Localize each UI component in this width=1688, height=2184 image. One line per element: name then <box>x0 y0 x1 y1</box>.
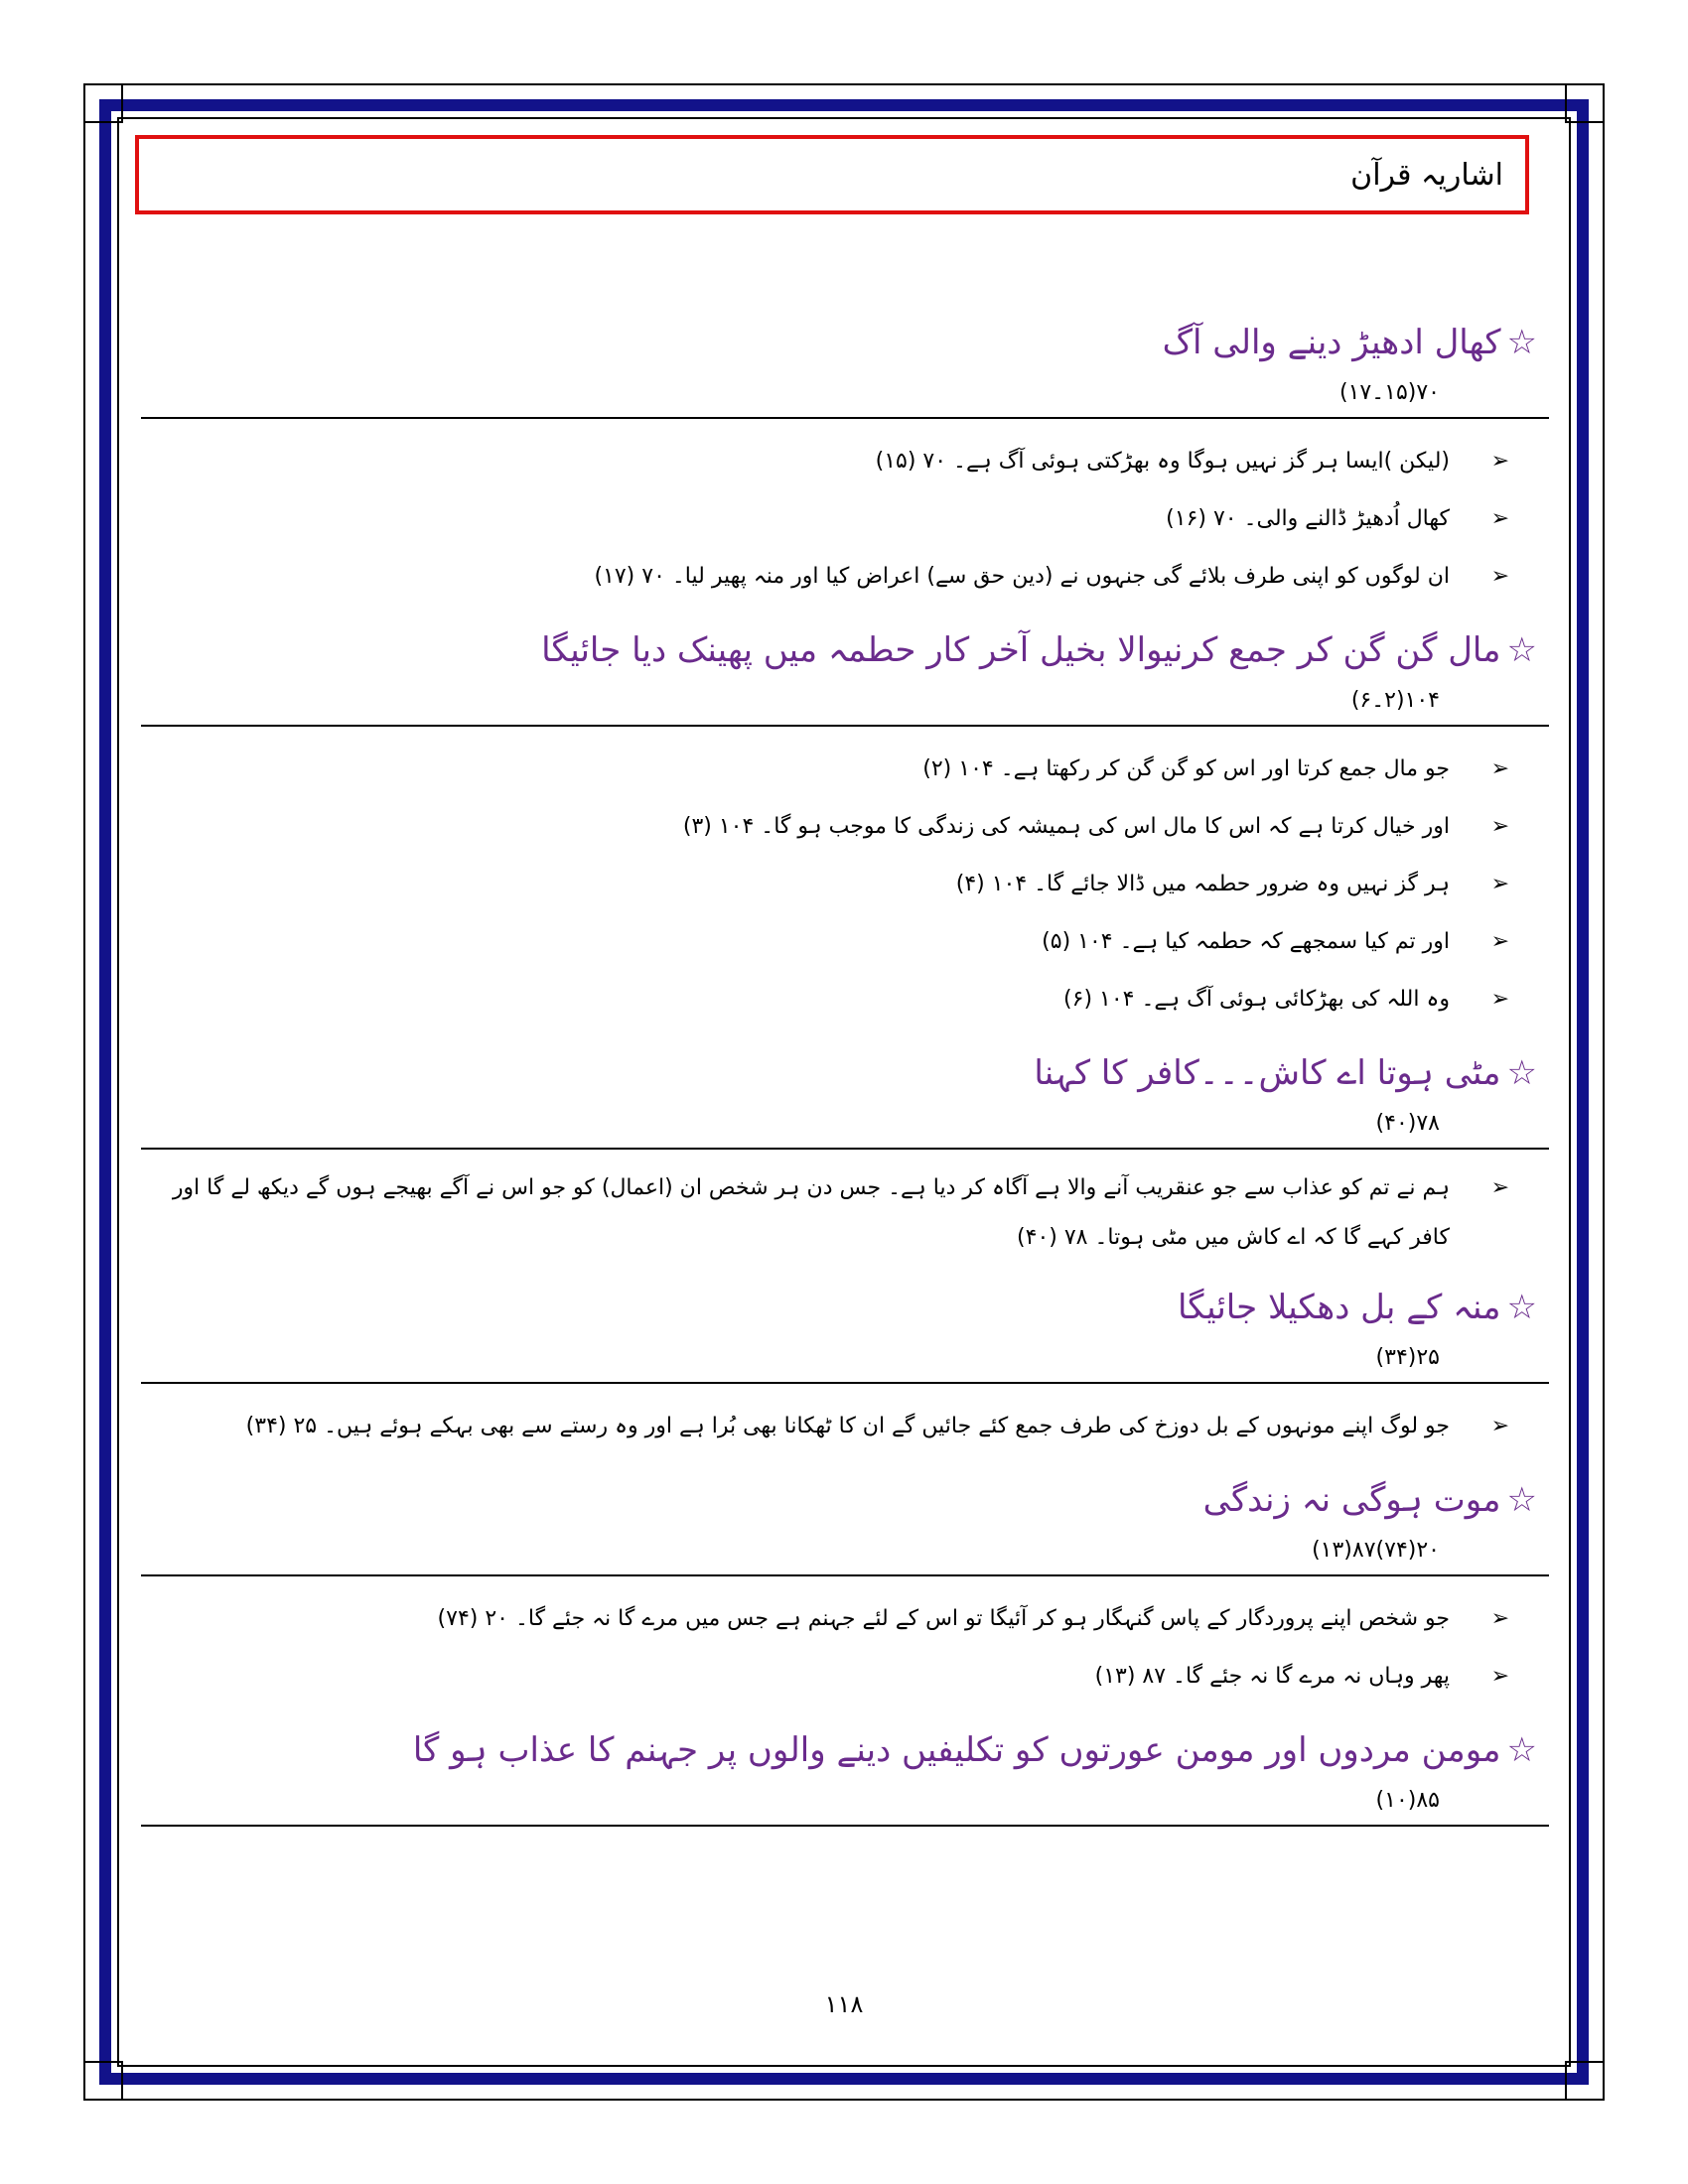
index-section <box>139 1281 1549 1455</box>
section-heading: ☆منہ کے بل دھکیلا جائیگا <box>1177 1288 1537 1327</box>
star-icon: ☆ <box>1506 1053 1537 1093</box>
list-item: ➢ جو لوگ اپنے مونہوں کے بل دوزخ کی طرف جمع کئے جائیں گے ان کا ٹھکانا بھی بُرا ہے اور وہ رستے سے بھی بہکے ہوئے ہیں۔ ۲۵ (۳۴) <box>139 1398 1549 1455</box>
header-box <box>135 135 1529 214</box>
index-section <box>139 623 1549 1028</box>
verse-reference: ۷۰(۱۵۔۱۷) <box>1339 380 1440 405</box>
section-heading: ☆مومن مردوں اور مومن عورتوں کو تکلیفیں دینے والوں پر جہنم کا عذاب ہو گا <box>412 1730 1537 1770</box>
verse-list <box>139 1163 1549 1263</box>
index-section <box>139 1473 1549 1706</box>
frame-corner-ornament <box>1565 83 1605 123</box>
section-heading: ☆مال گن گن کر جمع کرنیوالا بخیل آخر کار حطمہ میں پھینک دیا جائیگا <box>541 630 1537 670</box>
star-icon: ☆ <box>1506 1480 1537 1520</box>
index-section <box>139 316 1549 606</box>
list-item: ➢ اور تم کیا سمجھے کہ حطمہ کیا ہے۔ ۱۰۴ (۵) <box>139 913 1549 971</box>
verse-list <box>139 741 1549 1028</box>
index-section <box>139 1046 1549 1263</box>
verse-list <box>139 433 1549 606</box>
page-title: اشاریہ قرآن <box>1350 157 1503 193</box>
verse-reference: ۷۸(۴۰) <box>1375 1111 1440 1136</box>
document-body <box>139 298 1549 1841</box>
list-item: ➢ ان لوگوں کو اپنی طرف بلائے گی جنہوں نے (دین حق سے) اعراض کیا اور منہ پھیر لیا۔ ۷۰ (۱۷) <box>139 548 1549 606</box>
arrow-bullet-icon: ➢ <box>1490 449 1509 474</box>
list-item: ➢ وہ اللہ کی بھڑکائی ہوئی آگ ہے۔ ۱۰۴ (۶) <box>139 971 1549 1028</box>
verse-reference: ۲۵(۳۴) <box>1375 1345 1440 1370</box>
frame-corner-ornament <box>1565 2061 1605 2101</box>
section-heading: ☆کھال ادھیڑ دینے والی آگ <box>1162 323 1537 362</box>
frame-corner-ornament <box>83 83 123 123</box>
list-item: ➢ جو مال جمع کرتا اور اس کو گن گن کر رکھتا ہے۔ ۱۰۴ (۲) <box>139 741 1549 798</box>
verse-list <box>139 1590 1549 1706</box>
star-icon: ☆ <box>1506 630 1537 670</box>
star-icon: ☆ <box>1506 1288 1537 1327</box>
arrow-bullet-icon: ➢ <box>1490 814 1509 839</box>
divider <box>141 417 1549 419</box>
arrow-bullet-icon: ➢ <box>1490 1606 1509 1631</box>
divider <box>141 1382 1549 1384</box>
page-number: ۱۱۸ <box>824 1990 864 2018</box>
index-section <box>139 1723 1549 1827</box>
list-item: ➢ پھر وہاں نہ مرے گا نہ جئے گا۔ ۸۷ (۱۳) <box>139 1648 1549 1706</box>
verse-reference: ۲۰(۷۴)۸۷(۱۳) <box>1312 1538 1440 1563</box>
list-item: ➢ ہر گز نہیں وہ ضرور حطمہ میں ڈالا جائے گا۔ ۱۰۴ (۴) <box>139 856 1549 913</box>
star-icon: ☆ <box>1506 323 1537 362</box>
arrow-bullet-icon: ➢ <box>1490 506 1509 531</box>
list-item: ➢ ہم نے تم کو عذاب سے جو عنقریب آنے والا ہے آگاہ کر دیا ہے۔ جس دن ہر شخص ان (اعمال) کو جو اس نے آگے بھیجے ہوں گے دیکھ لے گا اور کافر کہے گا کہ اے کاش میں مٹی ہوتا۔ ۷۸ (۴۰) <box>139 1163 1549 1263</box>
arrow-bullet-icon: ➢ <box>1490 929 1509 954</box>
arrow-bullet-icon: ➢ <box>1490 872 1509 896</box>
arrow-bullet-icon: ➢ <box>1490 987 1509 1012</box>
divider <box>141 1148 1549 1150</box>
list-item: ➢ کھال اُدھیڑ ڈالنے والی۔ ۷۰ (۱۶) <box>139 490 1549 548</box>
star-icon: ☆ <box>1506 1730 1537 1770</box>
divider <box>141 1574 1549 1576</box>
arrow-bullet-icon: ➢ <box>1490 756 1509 781</box>
verse-reference: ۸۵(۱۰) <box>1375 1788 1440 1813</box>
frame-corner-ornament <box>83 2061 123 2101</box>
list-item: ➢ (لیکن )ایسا ہر گز نہیں ہوگا وہ بھڑکتی ہوئی آگ ہے۔ ۷۰ (۱۵) <box>139 433 1549 490</box>
arrow-bullet-icon: ➢ <box>1490 1175 1509 1200</box>
section-heading: ☆موت ہوگی نہ زندگی <box>1202 1480 1537 1520</box>
divider <box>141 725 1549 727</box>
list-item: ➢ اور خیال کرتا ہے کہ اس کا مال اس کی ہمیشہ کی زندگی کا موجب ہو گا۔ ۱۰۴ (۳) <box>139 798 1549 856</box>
arrow-bullet-icon: ➢ <box>1490 1664 1509 1689</box>
arrow-bullet-icon: ➢ <box>1490 564 1509 589</box>
divider <box>141 1825 1549 1827</box>
arrow-bullet-icon: ➢ <box>1490 1414 1509 1438</box>
section-heading: ☆مٹی ہوتا اے کاش۔۔۔کافر کا کہنا <box>1034 1053 1537 1093</box>
list-item: ➢ جو شخص اپنے پروردگار کے پاس گنہگار ہو کر آئیگا تو اس کے لئے جہنم ہے جس میں مرے گا نہ جئے گا۔ ۲۰ (۷۴) <box>139 1590 1549 1648</box>
verse-list <box>139 1398 1549 1455</box>
verse-reference: ۱۰۴(۲۔۶) <box>1350 688 1440 713</box>
